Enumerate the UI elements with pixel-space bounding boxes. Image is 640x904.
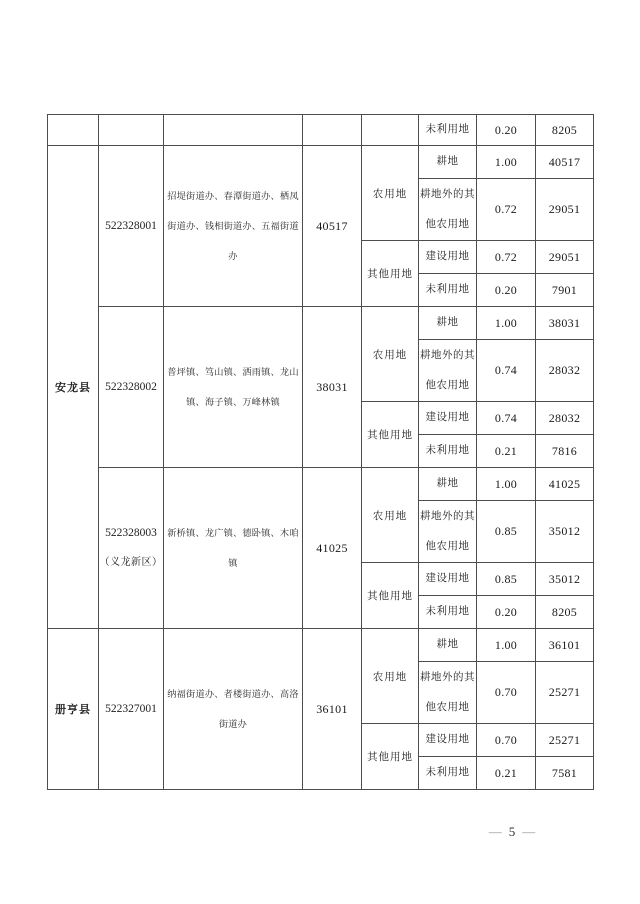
coefficient-cell: 1.00 [477, 468, 536, 501]
value-cell: 7901 [536, 274, 594, 307]
value-cell: 8205 [536, 115, 594, 146]
subtype-cell: 耕地 [419, 468, 477, 501]
coefficient-cell: 0.72 [477, 241, 536, 274]
coefficient-cell: 1.00 [477, 629, 536, 662]
subtype-cell: 未利用地 [419, 596, 477, 629]
empty-cell [99, 115, 164, 146]
coefficient-cell: 0.85 [477, 501, 536, 563]
land-use-table [47, 114, 594, 790]
category-cell: 其他用地 [362, 563, 419, 629]
coefficient-cell: 0.85 [477, 563, 536, 596]
coefficient-cell: 0.72 [477, 179, 536, 241]
coefficient-cell: 1.00 [477, 307, 536, 340]
coefficient-cell: 0.20 [477, 274, 536, 307]
subtype-cell: 未利用地 [419, 435, 477, 468]
district-total-cell: 41025 [303, 468, 362, 629]
value-cell: 41025 [536, 468, 594, 501]
category-cell: 农用地 [362, 629, 419, 724]
value-cell: 28032 [536, 340, 594, 402]
coefficient-cell: 1.00 [477, 146, 536, 179]
category-cell: 其他用地 [362, 241, 419, 307]
county-cell: 安龙县 [48, 146, 99, 629]
coefficient-cell: 0.20 [477, 596, 536, 629]
footer-dash-left: — [488, 824, 502, 839]
district-total-cell: 40517 [303, 146, 362, 307]
code-cell: 522327001 [99, 629, 164, 790]
coefficient-cell: 0.74 [477, 402, 536, 435]
table-row [48, 115, 594, 146]
value-cell: 25271 [536, 724, 594, 757]
coefficient-cell: 0.70 [477, 662, 536, 724]
subtype-cell: 耕地 [419, 629, 477, 662]
code-cell: 522328002 [99, 307, 164, 468]
footer-dash-right: — [522, 824, 536, 839]
empty-cell [48, 115, 99, 146]
code-note: （义龙新区） [99, 557, 163, 568]
coefficient-cell: 0.74 [477, 340, 536, 402]
value-cell: 29051 [536, 179, 594, 241]
value-cell: 29051 [536, 241, 594, 274]
subtype-cell: 未利用地 [419, 115, 477, 146]
subtype-cell: 建设用地 [419, 563, 477, 596]
subtype-cell: 耕地 [419, 146, 477, 179]
county-cell: 册亨县 [48, 629, 99, 790]
empty-cell [164, 115, 303, 146]
value-cell: 25271 [536, 662, 594, 724]
page-footer [452, 824, 572, 840]
subtype-cell: 耕地外的其他农用地 [419, 340, 477, 402]
towns-cell: 纳福街道办、者楼街道办、高洛街道办 [164, 629, 303, 790]
value-cell: 7581 [536, 757, 594, 790]
subtype-cell: 建设用地 [419, 724, 477, 757]
category-cell: 农用地 [362, 307, 419, 402]
subtype-cell: 耕地外的其他农用地 [419, 662, 477, 724]
category-cell: 农用地 [362, 146, 419, 241]
coefficient-cell: 0.21 [477, 757, 536, 790]
coefficient-cell: 0.21 [477, 435, 536, 468]
category-cell: 其他用地 [362, 402, 419, 468]
towns-cell: 新桥镇、龙广镇、德卧镇、木咱镇 [164, 468, 303, 629]
subtype-cell: 未利用地 [419, 274, 477, 307]
code-cell [99, 468, 164, 629]
subtype-cell: 耕地外的其他农用地 [419, 501, 477, 563]
category-cell: 农用地 [362, 468, 419, 563]
value-cell: 7816 [536, 435, 594, 468]
value-cell: 36101 [536, 629, 594, 662]
value-cell: 35012 [536, 501, 594, 563]
coefficient-cell: 0.70 [477, 724, 536, 757]
code-text: 522328003 [105, 527, 157, 539]
empty-cell [362, 115, 419, 146]
value-cell: 35012 [536, 563, 594, 596]
value-cell: 40517 [536, 146, 594, 179]
code-cell: 522328001 [99, 146, 164, 307]
subtype-cell: 未利用地 [419, 757, 477, 790]
value-cell: 8205 [536, 596, 594, 629]
coefficient-cell: 0.20 [477, 115, 536, 146]
category-cell: 其他用地 [362, 724, 419, 790]
table-row [48, 307, 594, 340]
empty-cell [303, 115, 362, 146]
subtype-cell: 耕地 [419, 307, 477, 340]
district-total-cell: 38031 [303, 307, 362, 468]
value-cell: 38031 [536, 307, 594, 340]
value-cell: 28032 [536, 402, 594, 435]
towns-cell: 招堤街道办、春潭街道办、栖凤街道办、钱相街道办、五福街道办 [164, 146, 303, 307]
table-row [48, 629, 594, 662]
table-row [48, 468, 594, 501]
subtype-cell: 建设用地 [419, 241, 477, 274]
page-number: 5 [508, 824, 516, 839]
table-row [48, 146, 594, 179]
district-total-cell: 36101 [303, 629, 362, 790]
subtype-cell: 耕地外的其他农用地 [419, 179, 477, 241]
towns-cell: 普坪镇、笃山镇、洒雨镇、龙山镇、海子镇、万峰林镇 [164, 307, 303, 468]
subtype-cell: 建设用地 [419, 402, 477, 435]
